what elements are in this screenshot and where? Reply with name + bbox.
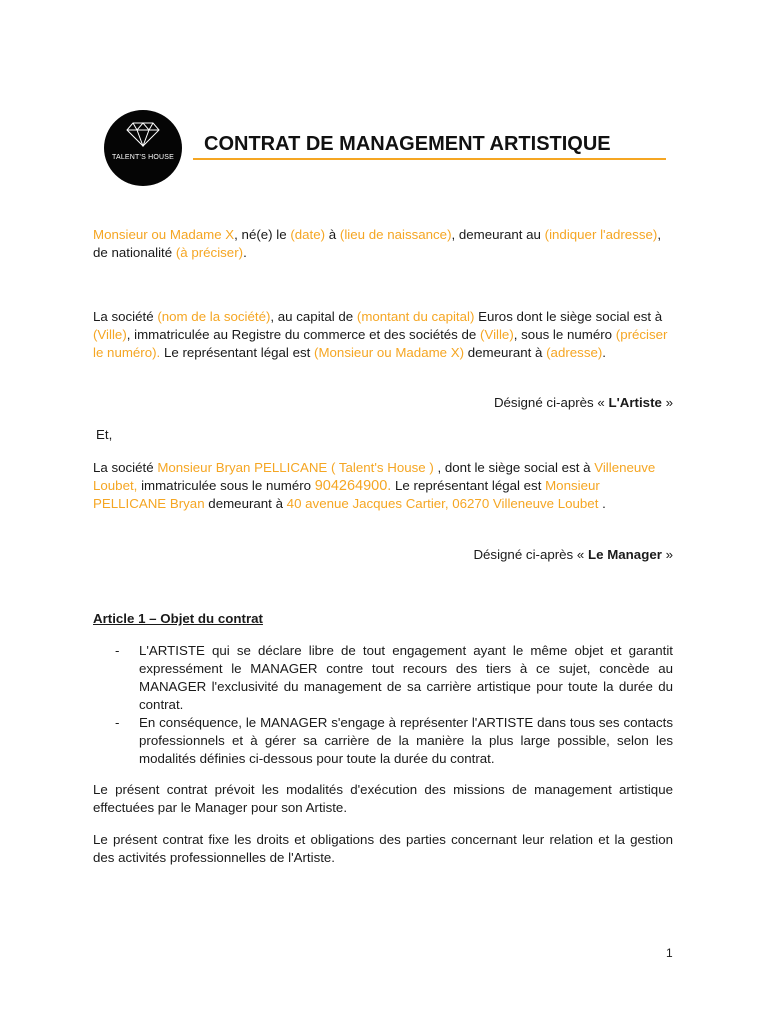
article-1-title: Article 1 – Objet du contrat bbox=[93, 611, 263, 626]
text-segment: Le représentant légal est bbox=[391, 478, 546, 493]
designation-artist bbox=[93, 394, 673, 412]
text-segment: , au capital de bbox=[270, 309, 357, 324]
placeholder-address: (indiquer l'adresse) bbox=[544, 227, 658, 242]
text-segment: Le représentant légal est bbox=[160, 345, 315, 360]
text-segment: » bbox=[661, 547, 673, 562]
text-segment: , de nationalité bbox=[93, 227, 662, 260]
text-segment: , immatriculée au Registre du commerce et des sociétés de bbox=[126, 327, 481, 342]
designation-manager bbox=[93, 546, 673, 564]
text-segment: La société bbox=[93, 460, 158, 475]
text-segment: , sous le numéro bbox=[513, 327, 616, 342]
text-segment: La société bbox=[93, 309, 158, 324]
text-segment: . bbox=[602, 345, 606, 360]
diamond-icon bbox=[126, 121, 160, 147]
text-segment: Euros dont le siège social est à bbox=[474, 309, 663, 324]
manager-city: Villeneuve Loubet, bbox=[93, 460, 656, 493]
placeholder-birthplace: (lieu de naissance) bbox=[339, 227, 452, 242]
placeholder-nationality: (à préciser) bbox=[175, 245, 244, 260]
placeholder-capital: (montant du capital) bbox=[356, 309, 475, 324]
bullet-dash: - bbox=[115, 643, 120, 658]
logo-text: TALENT'S HOUSE bbox=[112, 154, 174, 161]
bullet-text: L'ARTISTE qui se déclare libre de tout engagement ayant le même objet et garantit expressément le MANAGER contre tout recours des tiers à ce sujet, concède au MANAGER l'exclusivité du management de sa carrière artistique pour toute la durée du contrat. bbox=[139, 643, 673, 712]
placeholder-name: Monsieur ou Madame X bbox=[93, 227, 235, 242]
placeholder-company-name: (nom de la société) bbox=[157, 309, 271, 324]
designation-name: Le Manager bbox=[588, 547, 662, 562]
placeholder-date: (date) bbox=[290, 227, 326, 242]
title-underline bbox=[193, 158, 666, 160]
document-title: CONTRAT DE MANAGEMENT ARTISTIQUE bbox=[204, 133, 611, 155]
page-number: 1 bbox=[666, 946, 673, 960]
text-segment: demeurant à bbox=[464, 345, 547, 360]
text-segment: à bbox=[325, 227, 340, 242]
placeholder-city: (Ville) bbox=[480, 327, 514, 342]
text-segment: » bbox=[661, 395, 673, 410]
designation-name: L'Artiste bbox=[608, 395, 662, 410]
bullet-dash: - bbox=[115, 715, 120, 730]
party-one-paragraph bbox=[93, 226, 673, 262]
article-paragraph: Le présent contrat prévoit les modalités d'exécution des missions de management artistique effectuées par le Manager pour son Artiste. bbox=[93, 782, 673, 815]
placeholder-number: (préciser le numéro). bbox=[93, 327, 668, 360]
manager-company: Monsieur Bryan PELLICANE ( Talent's House ) bbox=[157, 460, 434, 475]
bullet-text: En conséquence, le MANAGER s'engage à représenter l'ARTISTE dans tous ses contacts professionnels et à gérer sa carrière de la manière la plus large possible, selon les modalités définies ci-dessous pour toute la durée du contrat. bbox=[139, 715, 673, 766]
placeholder-city: (Ville) bbox=[93, 327, 127, 342]
manager-representative: Monsieur PELLICANE Bryan bbox=[93, 478, 600, 511]
list-item bbox=[115, 642, 673, 714]
text-segment: . bbox=[598, 496, 606, 511]
text-segment: , demeurant au bbox=[451, 227, 545, 242]
text-segment: Désigné ci-après « bbox=[493, 395, 609, 410]
list-item bbox=[115, 714, 673, 768]
text-segment: demeurant à bbox=[204, 496, 287, 511]
party-two-paragraph bbox=[93, 308, 673, 362]
et-line: Et, bbox=[96, 427, 113, 442]
manager-address: 40 avenue Jacques Cartier, 06270 Villeneuve Loubet bbox=[286, 496, 599, 511]
text-segment: immatriculée sous le numéro bbox=[137, 478, 315, 493]
placeholder-representative: (Monsieur ou Madame X) bbox=[314, 345, 465, 360]
manager-registration-number: 904264900. bbox=[314, 478, 392, 494]
text-segment: . bbox=[243, 245, 247, 260]
article-paragraph: Le présent contrat fixe les droits et obligations des parties concernant leur relation et la gestion des activités professionnelles de l'Artiste. bbox=[93, 832, 673, 865]
text-segment: , né(e) le bbox=[234, 227, 291, 242]
text-segment: Désigné ci-après « bbox=[473, 547, 588, 562]
placeholder-address: (adresse) bbox=[546, 345, 603, 360]
talents-house-logo bbox=[104, 110, 182, 186]
text-segment: , dont le siège social est à bbox=[433, 460, 595, 475]
party-three-paragraph bbox=[93, 459, 673, 513]
